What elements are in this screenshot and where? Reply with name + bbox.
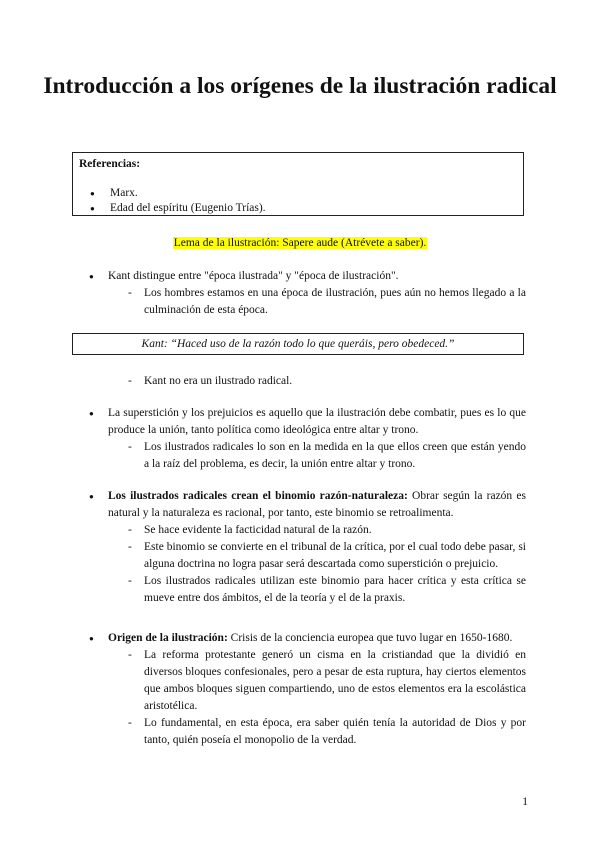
sub-text: Se hace evidente la facticidad natural de la razón. bbox=[144, 524, 372, 536]
quote-box: Kant: “Haced uso de la razón todo lo que queráis, pero obedeced.” bbox=[72, 333, 524, 355]
dash-icon: - bbox=[128, 375, 132, 387]
reference-item: ● Marx. bbox=[79, 186, 517, 201]
sub-text: Los hombres estamos en una época de ilustración, pues aún no hemos llegado a la culminación de esta época. bbox=[144, 287, 526, 316]
references-box bbox=[72, 152, 524, 216]
dash-icon: - bbox=[128, 524, 132, 536]
bullet-item bbox=[86, 630, 526, 647]
sub-text: Los ilustrados radicales utilizan este binomio para hacer crítica y esta crítica se mueve entre dos ámbitos, el de la teoría y el de la praxis. bbox=[144, 575, 526, 604]
bullet-item bbox=[86, 488, 526, 522]
references-list bbox=[79, 186, 517, 216]
dash-icon: - bbox=[128, 649, 132, 661]
dash-icon: - bbox=[128, 575, 132, 587]
section-binomio bbox=[86, 488, 526, 607]
sub-item bbox=[86, 522, 526, 539]
dash-icon: - bbox=[128, 541, 132, 553]
reference-item: ● Edad del espíritu (Eugenio Trías). bbox=[79, 201, 517, 216]
page-title: Introducción a los orígenes de la ilustración radical bbox=[43, 73, 557, 99]
section-kant bbox=[86, 268, 526, 319]
sub-text: Este binomio se convierte en el tribunal de la crítica, por el cual todo debe pasar, si alguna doctrina no logra pasar será descartada como superstición o prejuicio. bbox=[144, 541, 526, 570]
motto-line bbox=[0, 236, 600, 251]
bullet-text: La superstición y los prejuicios es aquello que la ilustración debe combatir, pues es lo que produce la unión, tanto política como ideológica entre altar y trono. bbox=[108, 407, 526, 436]
highlighted-motto: Lema de la ilustración: Sapere aude (Atrévete a saber). bbox=[173, 237, 427, 249]
page-number: 1 bbox=[522, 796, 528, 808]
bullet-bold-lead: Los ilustrados radicales crean el binomio razón-naturaleza: bbox=[108, 490, 408, 502]
bullet-icon: ● bbox=[89, 409, 94, 418]
bullet-icon: ● bbox=[89, 272, 94, 281]
bullet-icon: ● bbox=[89, 634, 94, 643]
bullet-item bbox=[86, 268, 526, 285]
sub-item bbox=[86, 373, 526, 390]
sub-text: Kant no era un ilustrado radical. bbox=[144, 375, 293, 387]
sub-text: Los ilustrados radicales lo son en la medida en la que ellos creen que están yendo a la raíz del problema, es decir, la unión entre altar y trono. bbox=[144, 441, 526, 470]
sub-item bbox=[86, 539, 526, 573]
bullet-item bbox=[86, 405, 526, 439]
sub-item bbox=[86, 439, 526, 473]
sub-item bbox=[86, 647, 526, 715]
sub-item bbox=[86, 715, 526, 749]
bullet-bold-lead: Origen de la ilustración: bbox=[108, 632, 228, 644]
sub-item bbox=[86, 573, 526, 607]
section-superstition bbox=[86, 405, 526, 473]
bullet-text: Obrar según la razón es natural y la naturaleza es racional, por tanto, este binomio se retroalimenta. bbox=[108, 490, 526, 519]
bullet-text: Crisis de la conciencia europea que tuvo lugar en 1650-1680. bbox=[227, 632, 513, 644]
bullet-text: Kant distingue entre "época ilustrada" y "época de ilustración". bbox=[108, 270, 399, 282]
dash-icon: - bbox=[128, 287, 132, 299]
section-kant-note bbox=[86, 373, 526, 390]
sub-text: La reforma protestante generó un cisma en la cristiandad que la dividió en diversos bloques confesionales, pero a pesar de esta ruptura, hay ciertos elementos que ambos bloques siguen compartiendo, uno de estos elementos era la escolástica aristotélica. bbox=[144, 649, 526, 712]
dash-icon: - bbox=[128, 717, 132, 729]
section-origin bbox=[86, 630, 526, 749]
bullet-icon: ● bbox=[89, 492, 94, 501]
sub-item bbox=[86, 285, 526, 319]
references-heading: Referencias: bbox=[79, 158, 141, 170]
sub-text: Lo fundamental, en esta época, era saber quién tenía la autoridad de Dios y por tanto, quién poseía el monopolio de la verdad. bbox=[144, 717, 526, 746]
dash-icon: - bbox=[128, 441, 132, 453]
